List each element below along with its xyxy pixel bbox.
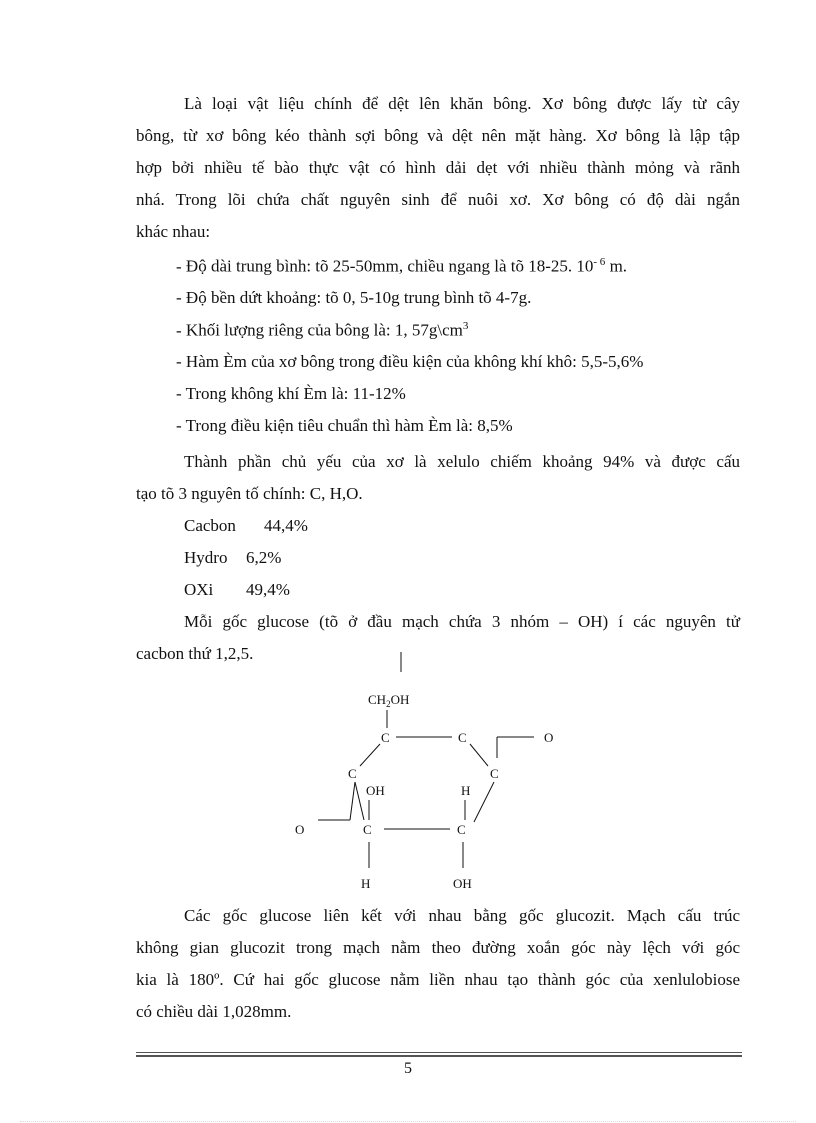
closing-line-2: không gian glucozit trong mạch nằm theo đường xoắn góc này lệch với góc xyxy=(136,938,740,957)
element-row xyxy=(184,548,227,568)
glucose-line-1: Mỗi gốc glucose (tõ ở đầu mạch chứa 3 nhóm – OH) í các nguyên tử xyxy=(184,612,740,631)
page-number: 5 xyxy=(404,1060,412,1077)
element-name: Hydro xyxy=(184,548,228,567)
bullet-item: - Khối lượng riêng của bông là: 1, $57g\backslash cm^3$ xyxy=(176,320,468,341)
atom-o-left: O xyxy=(295,822,305,837)
label-ch2oh: $CH_2OH$ xyxy=(368,692,410,709)
atom-c-bottom-right: C xyxy=(457,822,466,837)
composition-line-1: Thành phần chủ yếu của xơ là xelulo chiếm khoảng 94% và được cấu xyxy=(184,452,740,471)
intro-line-3: hợp bởi nhiều tế bào thực vật có hình dải dẹt với nhiều thành mỏng và rãnh xyxy=(136,158,740,177)
diagram-bond xyxy=(360,744,380,766)
label-oh-upper: OH xyxy=(366,783,385,798)
atom-c-bottom-left: C xyxy=(363,822,372,837)
intro-line-2: bông, từ xơ bông kéo thành sợi bông và dệt nên mặt hàng. Xơ bông là lập tập xyxy=(136,126,740,145)
footer-rule xyxy=(136,1052,742,1053)
bullet-item: - Độ bền dứt khoảng: tõ 0, 5-10g trung bình tõ 4-7g. xyxy=(176,288,531,308)
closing-line-3: kia là 180º. Cứ hai gốc glucose nằm liền nhau tạo thành góc của xenlulobiose xyxy=(136,970,740,989)
footer-rule xyxy=(136,1055,742,1057)
bullet-item: - Độ dài trung bình: tõ 25-50mm, chiều ngang là tõ 18-25. $10^{- 6}$ m. xyxy=(176,256,627,277)
page-edge xyxy=(20,1121,796,1122)
bullet-item: - Hàm Èm của xơ bông trong điều kiện của không khí khô: 5,5-5,6% xyxy=(176,352,643,372)
element-value: 6,2% xyxy=(246,548,282,567)
diagram-bond xyxy=(355,782,364,820)
closing-line-4: có chiều dài 1,028mm. xyxy=(136,1002,292,1021)
intro-line-1: Là loại vật liệu chính để dệt lên khăn bông. Xơ bông được lấy từ cây xyxy=(184,94,740,113)
label-h-upper: H xyxy=(461,783,471,798)
diagram-bond xyxy=(474,782,494,822)
atom-c-top-right: C xyxy=(458,730,467,745)
glucose-line-2: cacbon thứ 1,2,5. xyxy=(136,644,254,663)
bullet-item: - Trong không khí Èm là: 11-12% xyxy=(176,384,406,404)
element-name: OXi xyxy=(184,580,214,599)
label-oh-bottom: OH xyxy=(453,876,472,891)
intro-line-5: khác nhau: xyxy=(136,222,211,241)
composition-line-2: tạo tõ 3 nguyên tố chính: C, H,O. xyxy=(136,484,363,503)
atom-o-ring: O xyxy=(544,730,554,745)
diagram-bond xyxy=(470,744,488,766)
glucose-ring-diagram xyxy=(280,648,580,898)
element-row xyxy=(184,580,213,600)
element-value: 44,4% xyxy=(264,516,308,535)
bullet-item: - Trong điều kiện tiêu chuẩn thì hàm Èm là: 8,5% xyxy=(176,416,513,436)
element-value: 49,4% xyxy=(246,580,290,599)
closing-line-1: Các gốc glucose liên kết với nhau bằng gốc glucozit. Mạch cấu trúc xyxy=(184,906,740,925)
atom-c-top-left: C xyxy=(381,730,390,745)
atom-c-mid-right: C xyxy=(490,766,499,781)
element-row xyxy=(184,516,236,536)
diagram-bond xyxy=(350,782,355,820)
label-h-bottom: H xyxy=(361,876,371,891)
intro-line-4: nhá. Trong lõi chứa chất nguyên sinh để nuôi xơ. Xơ bông có độ dài ngắn xyxy=(136,190,740,209)
element-name: Cacbon xyxy=(184,516,236,535)
atom-c-mid-left: C xyxy=(348,766,357,781)
